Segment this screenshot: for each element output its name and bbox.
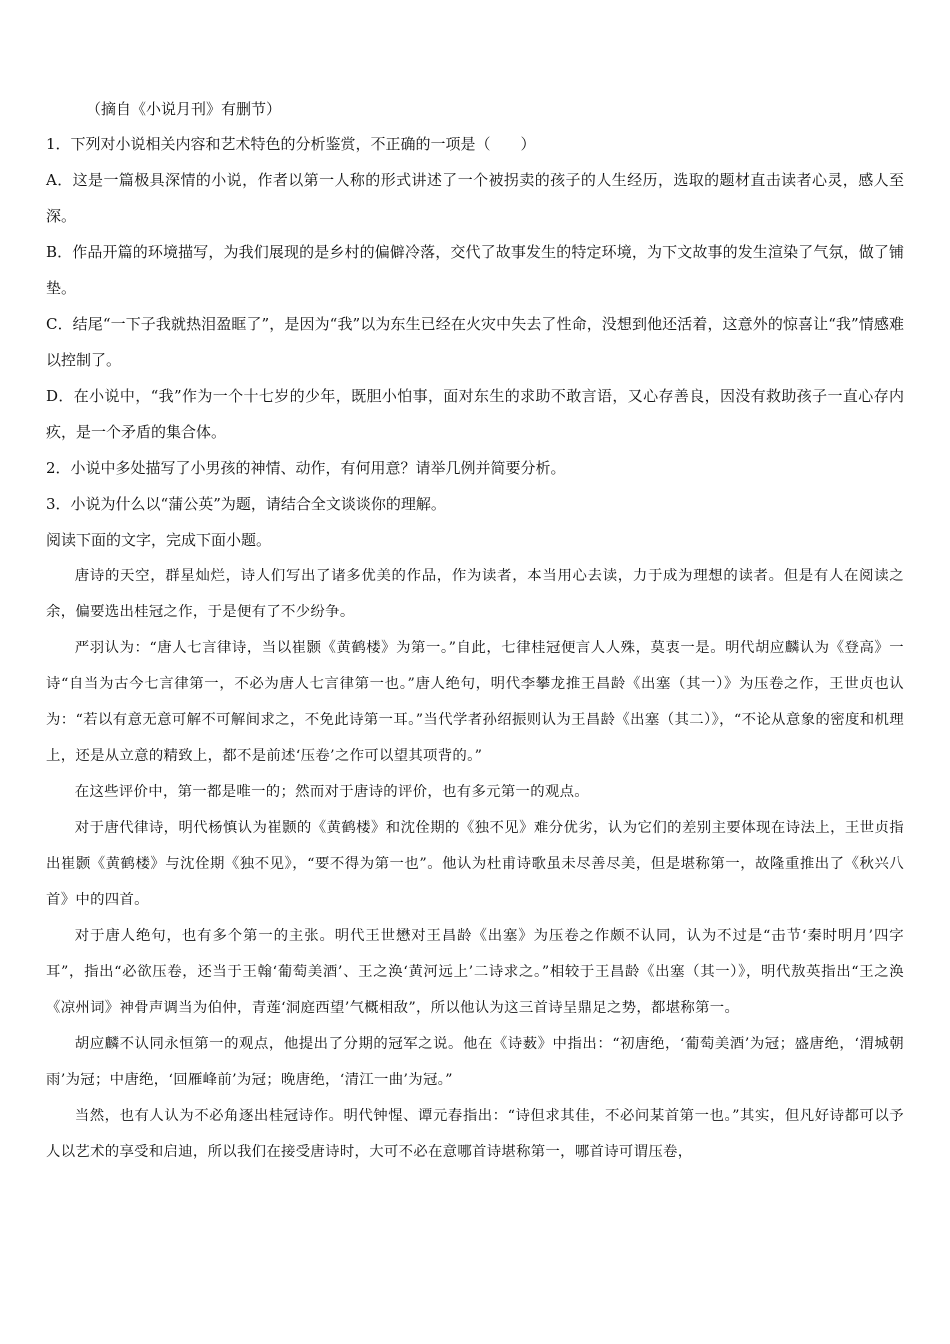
- question-3: 3．小说为什么以“蒲公英”为题，请结合全文谈谈你的理解。: [46, 495, 446, 513]
- passage-paragraph-3: 在这些评价中，第一都是唯一的；然而对于唐诗的评价，也有多元第一的观点。: [74, 784, 589, 800]
- passage-paragraph-1: 唐诗的天空，群星灿烂，诗人们写出了诸多优美的作品，作为读者，本当用心去读，力于成为理想的读者。但是有人在阅读之余，偏要选出桂冠之作，于是便有了不少纷争。: [46, 568, 904, 620]
- reading-instruction: 阅读下面的文字，完成下面小题。: [46, 531, 272, 549]
- question-block: [46, 126, 904, 558]
- passage-paragraph-7: 当然，也有人认为不必角逐出桂冠诗作。明代钟惺、谭元春指出：“诗但求其佳，不必问某首第一也。”其实，但凡好诗都可以予人以艺术的享受和启迪，所以我们在接受唐诗时，大可不必在意哪首诗堪称第一，哪首诗可谓压卷，: [46, 1108, 904, 1160]
- passage-paragraph-2: 严羽认为：“唐人七言律诗，当以崔颢《黄鹤楼》为第一。”自此，七律桂冠便言人人殊，莫衷一是。明代胡应麟认为《登高》一诗“自当为古今七言律第一，不必为唐人七言律第一也。”唐人绝句，明代李攀龙推王昌龄《出塞（其一）》为压卷之作，王世贞也认为：“若以有意无意可解不可解间求之，不免此诗第一耳。”当代学者孙绍振则认为王昌龄《出塞（其二）》，“不论从意象的密度和机理上，还是从立意的精致上，都不是前述‘压卷’之作可以望其项背的。”: [46, 640, 904, 764]
- question-2: 2．小说中多处描写了小男孩的神情、动作，有何用意？请举几例并简要分析。: [46, 459, 566, 477]
- option-c: C．结尾“一下子我就热泪盈眶了”，是因为“我”以为东生已经在火灾中失去了性命，没想到他还活着，这意外的惊喜让“我”情感难以控制了。: [46, 315, 904, 369]
- option-a: A．这是一篇极具深情的小说，作者以第一人称的形式讲述了一个被拐卖的孩子的人生经历，选取的题材直击读者心灵，感人至深。: [46, 171, 904, 225]
- question-1: 1．下列对小说相关内容和艺术特色的分析鉴赏，不正确的一项是（ ）: [46, 135, 536, 153]
- passage-paragraph-5: 对于唐人绝句，也有多个第一的主张。明代王世懋对王昌龄《出塞》为压卷之作颇不认同，认为不过是“击节‘秦时明月’四字耳”，指出“必欲压卷，还当于王翰‘葡萄美酒’、王之涣‘黄河远上’二诗求之。”相较于王昌龄《出塞（其一）》，明代敖英指出“王之涣《凉州词》神骨声调当为伯仲，青莲‘洞庭西望’气概相敌”，所以他认为这三首诗呈鼎足之势，都堪称第一。: [46, 928, 904, 1016]
- option-d: D．在小说中，“我”作为一个十七岁的少年，既胆小怕事，面对东生的求助不敢言语，又心存善良，因没有救助孩子一直心存内疚，是一个矛盾的集合体。: [46, 387, 904, 441]
- source-note: （摘自《小说月刊》有删节）: [86, 100, 282, 118]
- passage-paragraph-4: 对于唐代律诗，明代杨慎认为崔颢的《黄鹤楼》和沈佺期的《独不见》难分优劣，认为它们的差别主要体现在诗法上，王世贞指出崔颢《黄鹤楼》与沈佺期《独不见》，“要不得为第一也”。他认为杜甫诗歌虽未尽善尽美，但是堪称第一，故隆重推出了《秋兴八首》中的四首。: [46, 820, 904, 908]
- option-b: B．作品开篇的环境描写，为我们展现的是乡村的偏僻冷落，交代了故事发生的特定环境，为下文故事的发生渲染了气氛，做了铺垫。: [46, 243, 904, 297]
- reading-passage: [46, 558, 904, 1170]
- passage-paragraph-6: 胡应麟不认同永恒第一的观点，他提出了分期的冠军之说。他在《诗薮》中指出：“初唐绝，‘葡萄美酒’为冠；盛唐绝，‘渭城朝雨’为冠；中唐绝，‘回雁峰前’为冠；晚唐绝，‘清江一曲’为冠。”: [46, 1036, 904, 1088]
